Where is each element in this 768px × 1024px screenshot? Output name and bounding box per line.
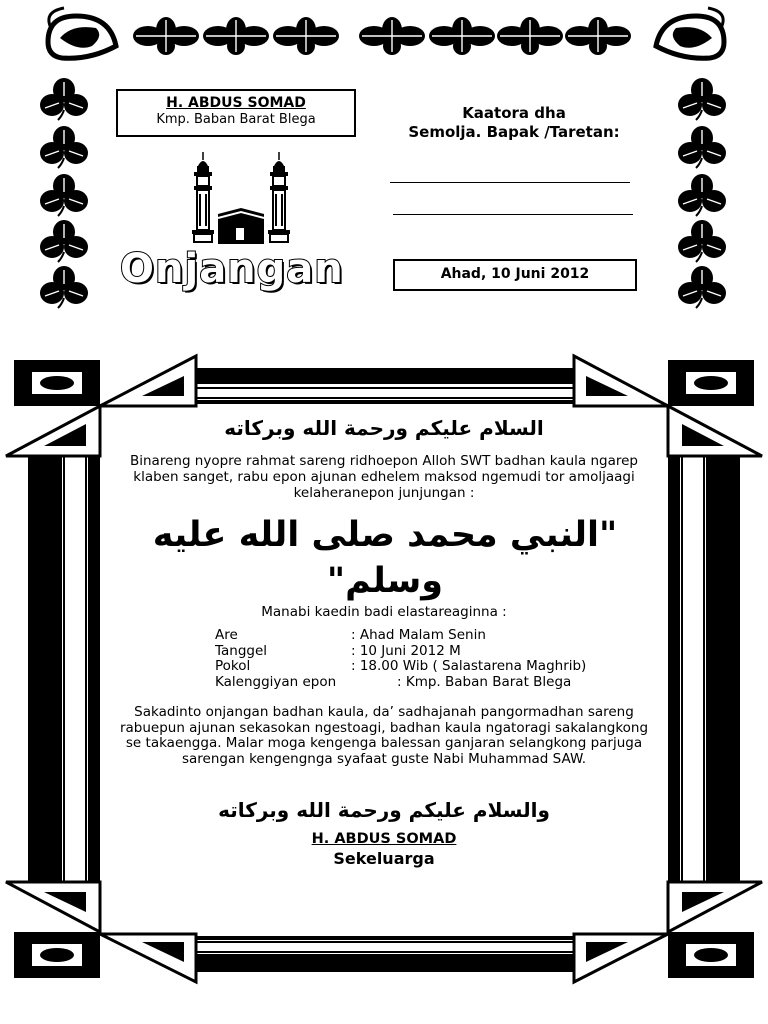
recipient-line-2: Semolja. Bapak /Taretan: bbox=[408, 123, 620, 141]
intro-paragraph: Binareng nyopre rahmat sareng ridhoepon Alloh SWT badhan kaula ngarep klaben sanget, rabu epon ajunan edhelem maksod ngemudi tor amoljaagi kelaheranepon junjungan : bbox=[129, 453, 639, 501]
sender-box bbox=[116, 89, 356, 137]
signature-name: H. ABDUS SOMAD bbox=[311, 831, 457, 847]
salam-closing: والسلام عليكم ورحمة الله وبركاته bbox=[218, 798, 550, 822]
recipient-line-1: Kaatora dha bbox=[462, 104, 566, 122]
detail-label: Pokol bbox=[215, 658, 251, 674]
recipient-blank-line-2 bbox=[393, 214, 633, 215]
detail-label: Are bbox=[215, 627, 238, 643]
salam-opening: السلام عليكم ورحمة الله وبركاته bbox=[224, 416, 544, 440]
manabi-line: Manabi kaedin badi elastareaginna : bbox=[261, 604, 507, 620]
closing-paragraph: Sakadinto onjangan badhan kaula, da’ sadhajanah pangormadhan sareng rabuepun ajunan sekasokan ngestoagi, badhan kaula ngatoragi sakalangkong se takaengga. Malar moga kengenga balessan ganjaran selangkong parjuga sarengan kengengnga syafaat guste Nabi Muhammad SAW. bbox=[119, 704, 649, 767]
signature-family: Sekeluarga bbox=[333, 849, 435, 868]
date-box: Ahad, 10 Juni 2012 bbox=[393, 259, 637, 291]
detail-label: Tanggel bbox=[215, 642, 268, 659]
kaaba-minarets-icon bbox=[188, 152, 294, 246]
detail-value: : Ahad Malam Senin bbox=[351, 627, 486, 643]
clover-border bbox=[0, 0, 768, 320]
recipient-heading bbox=[382, 104, 646, 142]
detail-value: : 10 Juni 2012 M bbox=[351, 642, 461, 659]
detail-value: : 18.00 Wib ( Salastarena Maghrib) bbox=[351, 658, 587, 674]
card-title: Onjangan bbox=[120, 246, 344, 292]
detail-label: Kalenggiyan epon bbox=[215, 673, 337, 690]
nabi-heading: "النبي محمد صلى الله عليه وسلم" bbox=[152, 515, 618, 601]
sender-address: Kmp. Baban Barat Blega bbox=[156, 112, 316, 127]
recipient-blank-line-1 bbox=[390, 182, 630, 183]
sender-name: H. ABDUS SOMAD bbox=[166, 95, 306, 111]
detail-value: : Kmp. Baban Barat Blega bbox=[397, 673, 572, 690]
